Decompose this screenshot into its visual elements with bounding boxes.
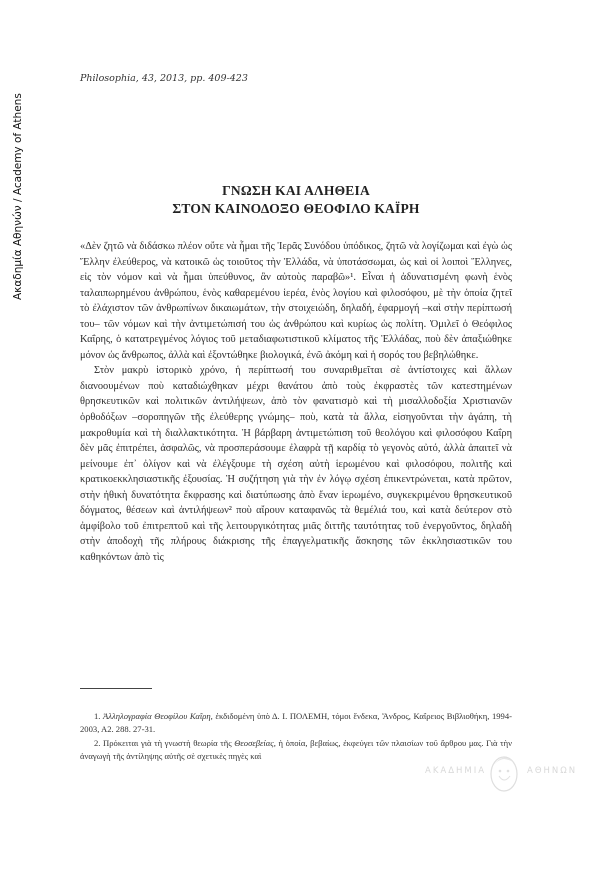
footnote-divider — [80, 688, 152, 689]
article-body — [80, 239, 512, 565]
footnote-2-italic: Θεοσεβείας — [234, 738, 274, 748]
athena-head-seal-icon — [485, 748, 523, 798]
footnote-2-text-after: , ἡ ὁποία, βεβαίως, ἐκφεύγει τῶν πλαισίων τοῦ ἄρθρου μας. Γιὰ τὴν ἀναγωγὴ τῆς ἀντίληψης αὐτῆς σὲ σχετικὲς πηγὲς καὶ — [80, 738, 512, 761]
journal-header: Philosophia, 43, 2013, pp. 409-423 — [80, 73, 248, 84]
watermark-left-text: ΑΚΑΔΗΜΙΑ — [425, 766, 487, 776]
academy-watermark — [375, 746, 578, 796]
footnote-1-number: 1. — [94, 711, 101, 721]
article-title-line-2: ΣΤΟΝ ΚΑΙΝΟΔΟΞΟ ΘΕΟΦΙΛΟ ΚΑΪΡΗ — [172, 201, 420, 216]
paragraph-2: Στὸν μακρὺ ἱστορικὸ χρόνο, ἡ περίπτωσή του συναριθμεῖται σὲ ἀντίστοιχες καὶ ἄλλων διανοουμένων ποὺ καταδιώχθηκαν μέχρι θανάτου ἀπὸ τοὺς ἐκφραστὲς τῶν κατεστημένων θρησκευτικῶν καὶ πολιτικῶν ἀντιλήψεων, ἀπὸ τὸν φανατισμὸ καὶ τὴ μισαλλοδοξία Χριστιανῶν ὀρθοδόξων –σοροπηγῶν τῆς ἐλεύθερης γνώμης– ποὺ, κατὰ τὰ ἄλλα, εἰσηγοῦνται τὴν ἀγάπη, τὴ μακροθυμία καὶ τὴ διαλλακτικότητα. Ἡ βάρβαρη ἀντιμετώπιση τοῦ θεολόγου καὶ φιλοσόφου Καΐρη δὲν μᾶς ἐπιτρέπει, ἀσφαλῶς, νὰ προσπεράσουμε ἐλαφρὰ τῇ καρδίᾳ τὸ γεγονὸς αὐτό, ἀλλὰ ἀπαιτεῖ νὰ μείνουμε ἐπ᾽ ὀλίγον καὶ νὰ ἐλέγξουμε τὴ σχέση αὐτὴ ἱερωμένου καὶ φιλοσόφου, πολιτῆς καὶ κρατικοεκκλησιαστικῆς ἐξουσίας. Ἡ συζήτηση γιὰ τὴν ἐν λόγῳ σχέση ἐπικεντρώνεται, κατὰ πρῶτον, στὴν ἠθικὴ δυνατότητα ἔκφρασης καὶ διατύπωσης ἀπὸ ἕναν ἱερωμένο, συγκεκριμένου θρησκευτικοῦ δόγματος, θέσεων καὶ ἀντιλήψεων² ποὺ αἴρουν καταφανῶς τὰ θεμέλιά του, καὶ κατὰ δεύτερον στὸ ἀμφίβολο τοῦ ἐπιτρεπτοῦ καὶ τῆς λειτουργικότητας μιᾶς διττῆς ταυτότητας τοῦ ἐνεργοῦντος, δηλαδὴ στὴν ἀποδοχὴ τῆς πλήρους διάκρισης τῆς ἐπαγγελματικῆς ἄσκησης τῶν ἐκκλησιαστικῶν του καθηκόντων ἀπὸ τὶς — [80, 365, 512, 563]
footnote-1-text: , ἐκδιδομένη ὑπὸ Δ. Ι. ΠΟΛΕΜΗ, τόμοι ἕνδεκα, Ἄνδρος, Καΐρειος Βιβλιοθήκη, 1994-2003, Α2. 288. 27-31. — [80, 711, 513, 734]
footnote-1 — [80, 710, 512, 736]
footnote-2-text-before: Πρόκειται γιὰ τὴ γνωστὴ θεωρία τῆς — [103, 738, 235, 748]
article-title-line-1: ΓΝΩΣΗ ΚΑΙ ΑΛΗΘΕΙΑ — [222, 183, 370, 198]
paragraph-1: «Δὲν ζητῶ νὰ διδάσκω πλέον οὔτε νὰ ἦμαι τῆς Ἱερᾶς Συνόδου ὑπόδικος, ζητῶ νὰ λογίζωμαι καὶ ἐγὼ ὡς Ἕλλην ἐλεύθερος, νὰ κατοικῶ ὡς τοιοῦτος τὴν Ἑλλάδα, νὰ ὑποτάσσωμαι, ὡς καὶ οἱ λοιποὶ Ἕλληνες, εἰς τὸν νόμον καὶ νὰ ἦμαι ὑπεύθυνος, ἂν αὐτοὺς παραβῶ»¹. Εἶναι ἡ ἀδυνατισμένη φωνὴ ἑνὸς ταλαιπωρημένου ἀνθρώπου, ἑνὸς καθαρεμένου ἱερέα, ἑνὸς λογίου καὶ φιλοσόφου, μὲ τὴν ὁποία ζητεῖ τὸ ἐλάχιστον τῶν ἀνθρωπίνων δικαιωμάτων, τὴν στοιχειώδη, δηλαδή, ἐφαρμογή –καὶ στὴν περίπτωσή του– τῶν νόμων καὶ τὴν ἀντιμετώπισή του ὡς ἀνθρώπου καὶ κυρίως ὡς πολίτη. Ὁμιλεῖ ὁ Θεόφιλος Καΐρης, ὁ κατατρεγμένος λόγιος τοῦ μεταδιαφωτιστικοῦ κλίματος τῆς Ἑλλάδας, ποὺ δὲν ἀπαξιώθηκε μόνον ὡς ἄνθρωπος, ἀλλὰ καὶ ἐξοντώθηκε βιολογικά, ἐνῶ ἀκόμη καὶ ἡ σορός του βεβηλώθηκε. — [80, 241, 512, 361]
side-note-text: Ακαδημία Αθηνών / Academy of Athens — [12, 93, 24, 300]
watermark-right-text: ΑΘΗΝΩΝ — [527, 766, 578, 776]
footnote-2-number: 2. — [94, 738, 101, 748]
footnote-1-title: Ἀλληλογραφία Θεοφίλου Καΐρη — [103, 711, 211, 721]
side-note — [12, 40, 26, 300]
